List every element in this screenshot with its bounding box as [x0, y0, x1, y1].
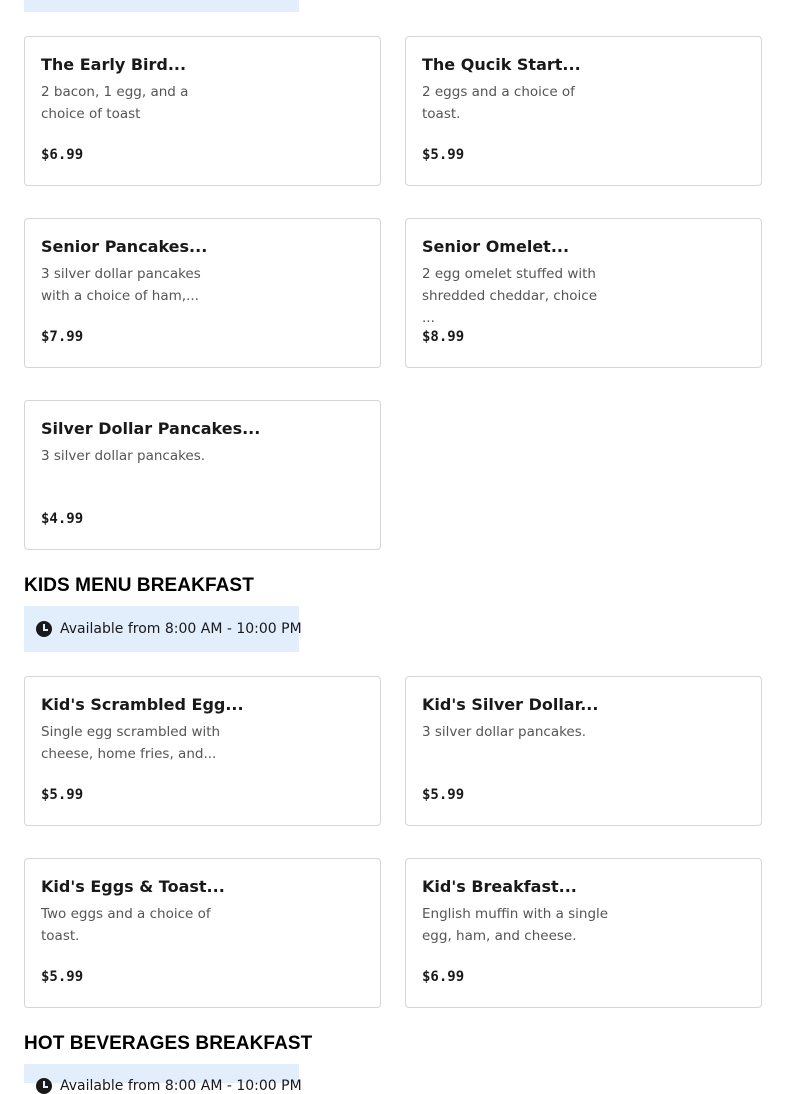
item-name: The Early Bird... [41, 55, 187, 74]
menu-item-card[interactable] [24, 858, 381, 1008]
item-description: 2 egg omelet stuffed with shredded cheddar, choice ... [422, 266, 597, 326]
section-title-kids: KIDS MENU BREAKFAST [24, 575, 254, 596]
item-name: Kid's Scrambled Egg... [41, 695, 244, 714]
item-description: 3 silver dollar pancakes with a choice of ham,... [41, 266, 201, 304]
menu-item-card[interactable] [24, 400, 381, 550]
item-price: $5.99 [422, 147, 465, 163]
availability-text: Available from 8:00 AM - 10:00 PM [60, 621, 302, 637]
menu-item-card[interactable] [24, 676, 381, 826]
item-price: $8.99 [422, 329, 465, 345]
item-price: $7.99 [41, 329, 84, 345]
menu-item-card[interactable] [405, 218, 762, 368]
item-price: $5.99 [41, 969, 84, 985]
menu-item-card[interactable] [405, 676, 762, 826]
item-description: English muffin with a single egg, ham, and cheese. [422, 906, 609, 944]
item-description: 3 silver dollar pancakes. [41, 448, 206, 464]
menu-item-card[interactable] [24, 218, 381, 368]
item-price: $6.99 [422, 969, 465, 985]
item-price: $5.99 [422, 787, 465, 803]
menu-item-card[interactable] [24, 36, 381, 186]
availability-banner-hot-beverages [24, 1064, 302, 1094]
item-name: Kid's Breakfast... [422, 877, 577, 896]
item-price: $6.99 [41, 147, 84, 163]
item-name: Senior Pancakes... [41, 237, 208, 256]
item-price: $4.99 [41, 511, 84, 527]
item-description: 2 bacon, 1 egg, and a choice of toast [41, 84, 189, 122]
availability-banner-senior [24, 0, 299, 12]
item-price: $5.99 [41, 787, 84, 803]
availability-banner-kids [24, 606, 302, 652]
item-description: Two eggs and a choice of toast. [41, 906, 211, 944]
item-name: The Qucik Start... [422, 55, 581, 74]
section-title-hot-beverages: HOT BEVERAGES BREAKFAST [24, 1033, 313, 1054]
menu-item-card[interactable] [405, 858, 762, 1008]
clock-icon [36, 1078, 52, 1094]
clock-icon [36, 621, 52, 637]
item-name: Kid's Eggs & Toast... [41, 877, 225, 896]
item-name: Senior Omelet... [422, 237, 570, 256]
item-name: Silver Dollar Pancakes... [41, 419, 261, 438]
item-name: Kid's Silver Dollar... [422, 695, 599, 714]
item-description: 3 silver dollar pancakes. [422, 724, 587, 740]
menu-item-card[interactable] [405, 36, 762, 186]
availability-text: Available from 8:00 AM - 10:00 PM [60, 1078, 302, 1094]
item-description: 2 eggs and a choice of toast. [422, 84, 575, 122]
item-description: Single egg scrambled with cheese, home fries, and... [41, 724, 221, 762]
